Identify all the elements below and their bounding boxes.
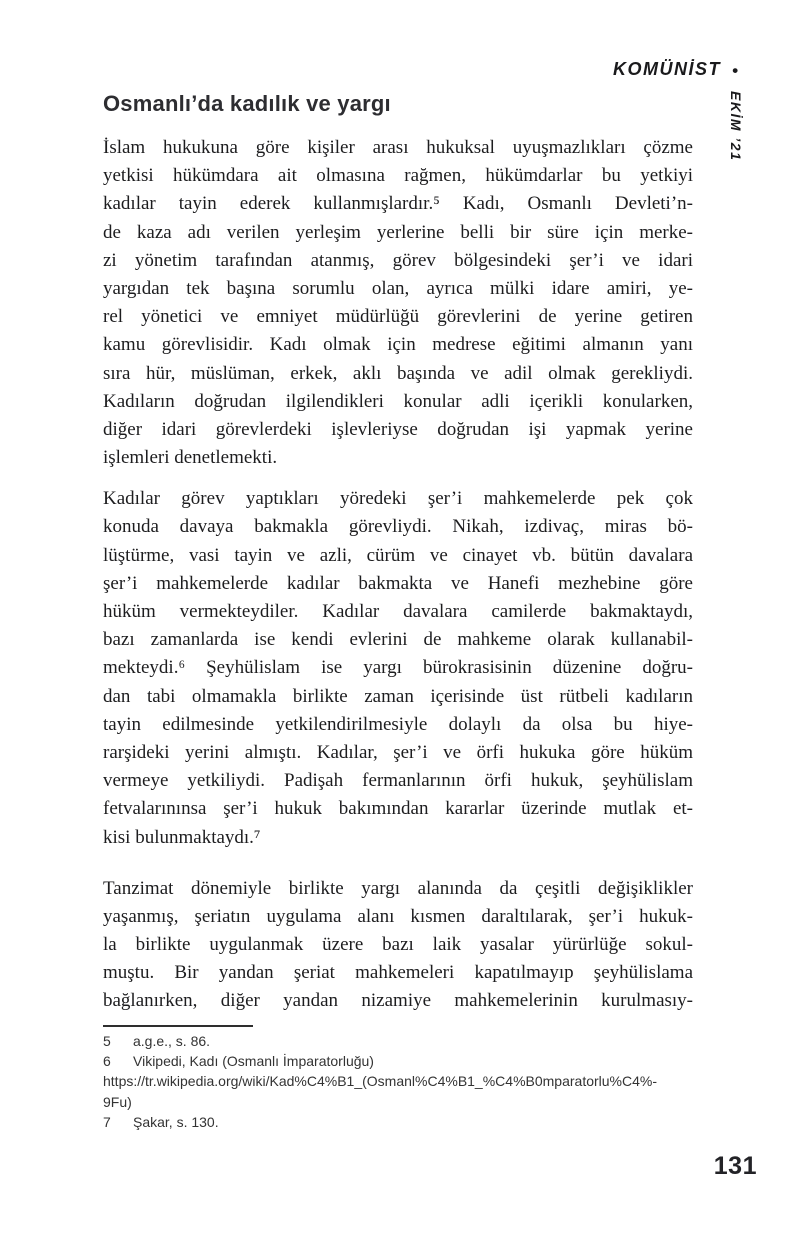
text-line: yargıdan tek başına sorumlu olan, ayrıca mülki idare amiri, ye- [103,277,693,299]
article-title: Osmanlı’da kadılık ve yargı [103,91,391,116]
text-line: bağlanırken, diğer yandan nizamiye mahkemelerinin kurulmasıy- [103,990,693,1012]
text-line: kadılar tayin ederek kullanmışlardır.⁵ Kadı, Osmanlı Devleti’n- [103,193,693,215]
text-line: Tanzimat dönemiyle birlikte yargı alanında da çeşitli değişiklikler [103,877,693,899]
text-line: rel yönetici ve emniyet müdürlüğü görevlerini de yerine getiren [103,306,693,328]
footnote-line [103,1071,743,1091]
text-line: şer’i mahkemelerde kadılar bakmakta ve Hanefi mezhebine göre [103,572,693,594]
text-line: işlemleri denetlemekti. [103,447,278,469]
masthead [613,59,738,80]
text-line: yetkisi hükümdara ait olmasına rağmen, hükümdarlar bu yetkiyi [103,165,693,187]
text-line: rarşideki yerini almıştı. Kadılar, şer’i ve örfi hukuka göre hüküm [103,741,693,763]
text-line: lüştürme, vasi tayin ve azli, cürüm ve cinayet vb. bütün davalara [103,544,693,566]
text-line: mekteydi.⁶ Şeyhülislam ise yargı bürokrasisinin düzenine doğru- [103,657,693,679]
text-line: Kadıların doğrudan ilgilendikleri konular adli içerikli konularken, [103,390,693,412]
issue-date-label: EKİM ’21 [728,91,744,162]
paragraph [103,485,693,851]
text-line: muştu. Bir yandan şeriat mahkemeleri kapatılmayıp şeyhülislama [103,962,693,984]
text-line: yaşanmış, şeriatın uygulama alanı kısmen daraltılarak, şer’i hukuk- [103,905,693,927]
page-number: 131 [713,1152,757,1180]
text-line: diğer idari görevlerdeki işlevleriyse doğrudan işi yapmak yerine [103,418,693,440]
text-line: kamu görevlisidir. Kadı olmak için medrese eğitimi almanın yanı [103,334,693,356]
text-line: Kadılar görev yaptıkları yöredeki şer’i mahkemelerde pek çok [103,488,693,510]
footnote-number: 7 [103,1113,111,1130]
footnote-text: https://tr.wikipedia.org/wiki/Kad%C4%B1_(Osmanl%C4%B1_%C4%B0mparatorlu%C4%- [103,1073,658,1090]
footnote-line [103,1092,743,1112]
text-line: kisi bulunmaktaydı.⁷ [103,826,261,848]
text-line: dan tabi olmamakla birlikte zaman içerisinde üst rütbeli kadıların [103,685,693,707]
footnote-text: Şakar, s. 130. [133,1113,219,1130]
text-line: İslam hukukuna göre kişiler arası hukuksal uyuşmazlıkları çözme [103,137,693,158]
text-line: la birlikte uygulanmak üzere bazı laik yasalar yürürlüğe sokul- [103,934,693,956]
footnote-line [103,1031,743,1051]
masthead-bullet-icon: • [732,61,738,80]
text-line: tayin edilmesinde yetkilendirilmesiyle dolaylı da olsa bu hiye- [103,713,693,735]
footnote-number: 6 [103,1053,111,1070]
text-line: sıra hür, müslüman, erkek, aklı başında ve adil olmak gerekliydi. [103,362,693,384]
footnote-divider [103,1025,253,1027]
text-line: vermeye yetkiliydi. Padişah fermanlarının örfi hukuk, şeyhülislam [103,770,693,792]
text-line: konuda davaya bakmakla görevliydi. Nikah, izdivaç, miras bö- [103,516,693,538]
footnote-number: 5 [103,1033,111,1049]
footnote-text: 9Fu) [103,1093,132,1110]
paragraph [103,875,693,1016]
footnote-text: Vikipedi, Kadı (Osmanlı İmparatorluğu) [133,1053,374,1070]
text-line: zi yönetim tarafından atanmış, görev bölgesindeki şer’i ve idari [103,249,693,271]
text-line: bazı zamanlarda ise kendi evlerini de mahkeme olarak kullanabil- [103,629,693,651]
footnote-line [103,1112,743,1132]
text-line: de kaza adı verilen yerleşim yerlerine belli bir süre için merke- [103,221,693,243]
article-body [103,134,693,1016]
footnote-text: a.g.e., s. 86. [133,1033,211,1049]
masthead-title: KOMÜNİST [613,59,722,79]
footnotes-section [103,1031,743,1132]
paragraph [103,134,693,472]
text-line: hüküm vermekteydiler. Kadılar davalara camilerde bakmaktaydı, [103,601,693,622]
text-line: fetvalarınınsa şer’i hukuk bakımından kararlar üzerinde mutlak et- [103,798,693,820]
footnote-line [103,1051,743,1071]
